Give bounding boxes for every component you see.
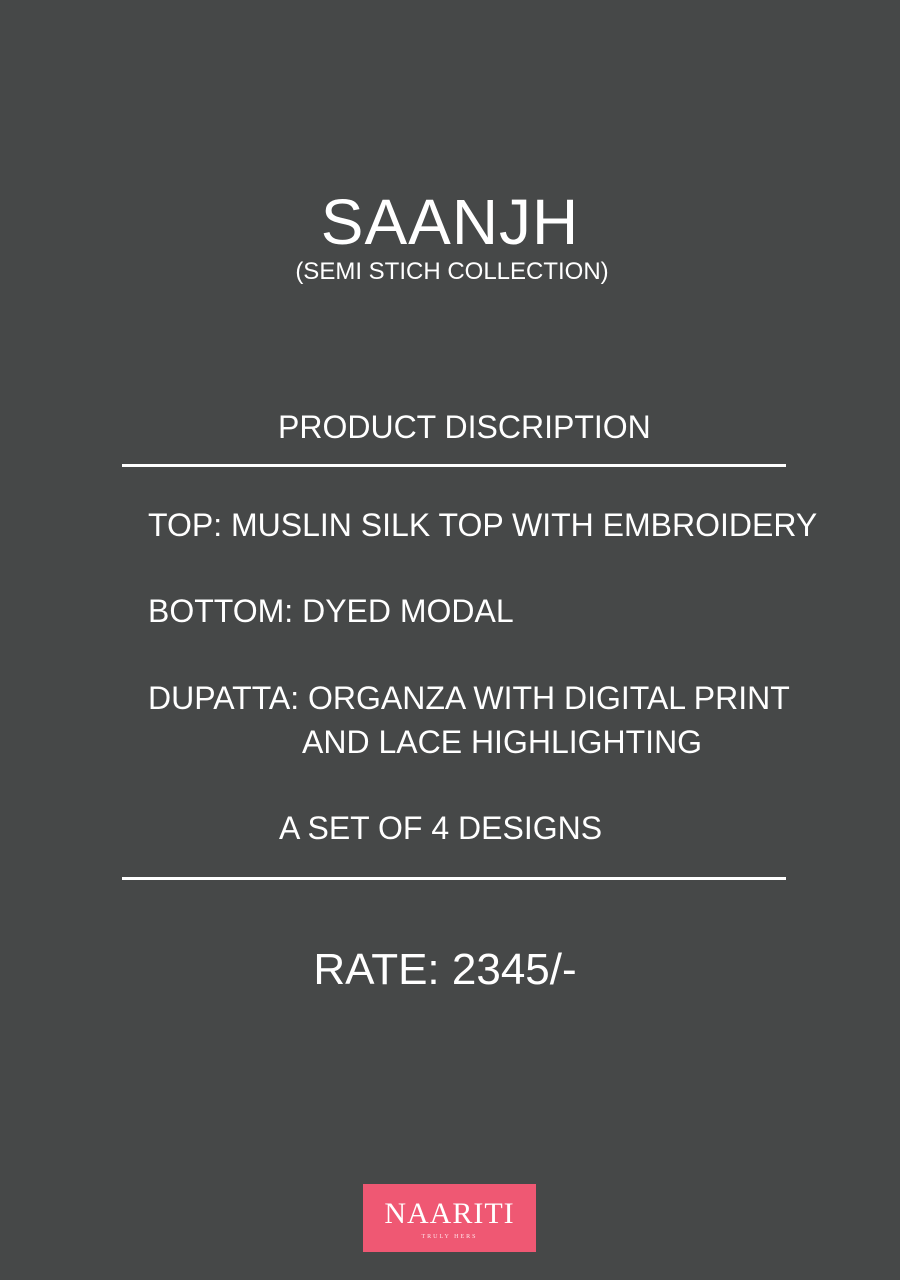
brand-logo-tagline: TRULY HERS [421,1234,478,1240]
product-description-heading: PRODUCT DISCRIPTION [278,409,651,445]
spec-bottom: BOTTOM: DYED MODAL [148,593,514,629]
bottom-divider [122,877,786,880]
rate-text: RATE: 2345/- [313,945,577,994]
set-count-note: A SET OF 4 DESIGNS [279,810,603,846]
brand-logo [363,1184,536,1252]
spec-dupatta-continuation: AND LACE HIGHLIGHTING [302,724,703,760]
spec-top: TOP: MUSLIN SILK TOP WITH EMBROIDERY [148,507,818,543]
collection-subtitle: (SEMI STICH COLLECTION) [295,258,609,285]
top-divider [122,464,786,467]
spec-dupatta: DUPATTA: ORGANZA WITH DIGITAL PRINT [148,680,790,716]
collection-title: SAANJH [320,186,580,258]
brand-logo-wordmark: NAARITI [384,1197,515,1230]
